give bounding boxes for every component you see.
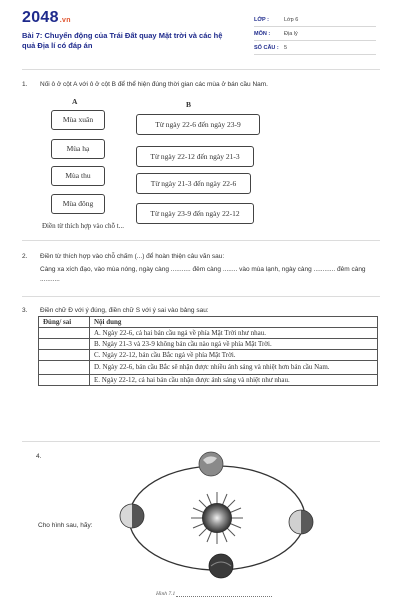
logo-tld: .vn <box>59 17 71 24</box>
meta-label: LỚP : <box>254 17 269 23</box>
page-title: Bài 7: Chuyển động của Trái Đất quay Mặt trời và các hệ quả Địa lí có đáp án <box>22 31 223 50</box>
meta-value: Lớp 6 <box>284 17 299 23</box>
column-a-item[interactable]: Mùa thu <box>51 166 105 186</box>
question-text: Điền từ thích hợp vào chỗ chấm (...) để hoàn thiện câu văn sau: <box>40 253 225 260</box>
question-number: 2. <box>22 253 28 260</box>
meta-value: 5 <box>284 45 288 51</box>
table-header-cell: Đúng/ sai <box>39 317 90 328</box>
table-row <box>39 361 378 375</box>
statement-cell: C. Ngày 22-12, bán cầu Bắc ngả về phía Mặt Trời. <box>90 350 378 361</box>
answer-cell[interactable] <box>39 339 90 350</box>
column-b-item[interactable]: Từ ngày 22-12 đến ngày 21-3 <box>136 146 254 167</box>
column-b-header: B <box>186 100 192 109</box>
meta-subject <box>254 31 380 43</box>
answer-cell[interactable] <box>39 361 90 375</box>
earth-top-icon <box>199 452 223 476</box>
true-false-table <box>38 316 378 386</box>
column-b-item[interactable]: Từ ngày 23-9 đến ngày 22-12 <box>136 203 254 224</box>
question-number: 1. <box>22 81 28 88</box>
table-row <box>39 328 378 339</box>
column-a-item[interactable]: Mùa đông <box>51 194 105 214</box>
caption-dotted-line <box>176 596 272 597</box>
question-footer: Điền từ thích hợp vào chỗ t... <box>42 222 124 230</box>
meta-grade <box>254 17 380 29</box>
divider <box>22 441 380 442</box>
meta-label: SỐ CÂU : <box>254 45 279 51</box>
earth-bottom-icon <box>209 554 233 578</box>
statement-cell: D. Ngày 22-6, bán cầu Bắc sẽ nhận được nhiều ánh sáng và nhiệt hơn bán cầu Nam. <box>90 361 378 375</box>
statement-cell: A. Ngày 22-6, cả hai bán cầu ngả về phía Mặt Trời như nhau. <box>90 328 378 339</box>
meta-label: MÔN : <box>254 31 271 37</box>
sun-icon <box>191 492 243 544</box>
question-text: Điền chữ Đ với ý đúng, điền chữ S với ý sai vào bảng sau: <box>40 307 209 314</box>
answer-cell[interactable] <box>39 375 90 386</box>
column-a-header: A <box>72 97 78 106</box>
site-logo[interactable] <box>22 9 71 27</box>
figure-caption: Hình 7.1 <box>156 591 176 597</box>
divider <box>22 296 380 297</box>
column-b-item[interactable]: Từ ngày 21-3 đến ngày 22-6 <box>136 173 251 194</box>
logo-text: 2048 <box>22 9 59 26</box>
column-a-item[interactable]: Mùa hạ <box>51 139 105 159</box>
earth-right-icon <box>289 510 313 534</box>
answer-cell[interactable] <box>39 350 90 361</box>
table-row <box>39 339 378 350</box>
earth-left-icon <box>120 504 144 528</box>
answer-cell[interactable] <box>39 328 90 339</box>
question-text: Nối ô ở cột A với ô ở cột B để thể hiện đúng thời gian các mùa ở bán cầu Nam. <box>40 81 268 88</box>
statement-cell: B. Ngày 21-3 và 23-9 không bán cầu nào ngả về phía Mặt Trời. <box>90 339 378 350</box>
table-row <box>39 350 378 361</box>
column-b-item[interactable]: Từ ngày 22-6 đến ngày 23-9 <box>136 114 260 135</box>
table-header-cell: Nội dung <box>90 317 378 328</box>
meta-value: Địa lý <box>284 31 298 37</box>
meta-count <box>254 45 380 57</box>
question-number: 3. <box>22 307 28 314</box>
earth-orbit-diagram <box>105 448 337 588</box>
divider <box>22 69 380 70</box>
table-row <box>39 375 378 386</box>
column-a-item[interactable]: Mùa xuân <box>51 110 105 130</box>
statement-cell: E. Ngày 22-12, cả hai bán cầu nhận được ánh sáng và nhiệt như nhau. <box>90 375 378 386</box>
divider <box>22 240 380 241</box>
table-header-row <box>39 317 378 328</box>
question-body: Càng xa xích đạo, vào mùa nóng, ngày càng ........... đêm càng ........ vào mùa lạnh, ngày càng ............ đêm càng ........... <box>40 266 366 283</box>
question-number: 4. <box>36 453 42 460</box>
question-prompt: Cho hình sau, hãy: <box>38 522 93 529</box>
